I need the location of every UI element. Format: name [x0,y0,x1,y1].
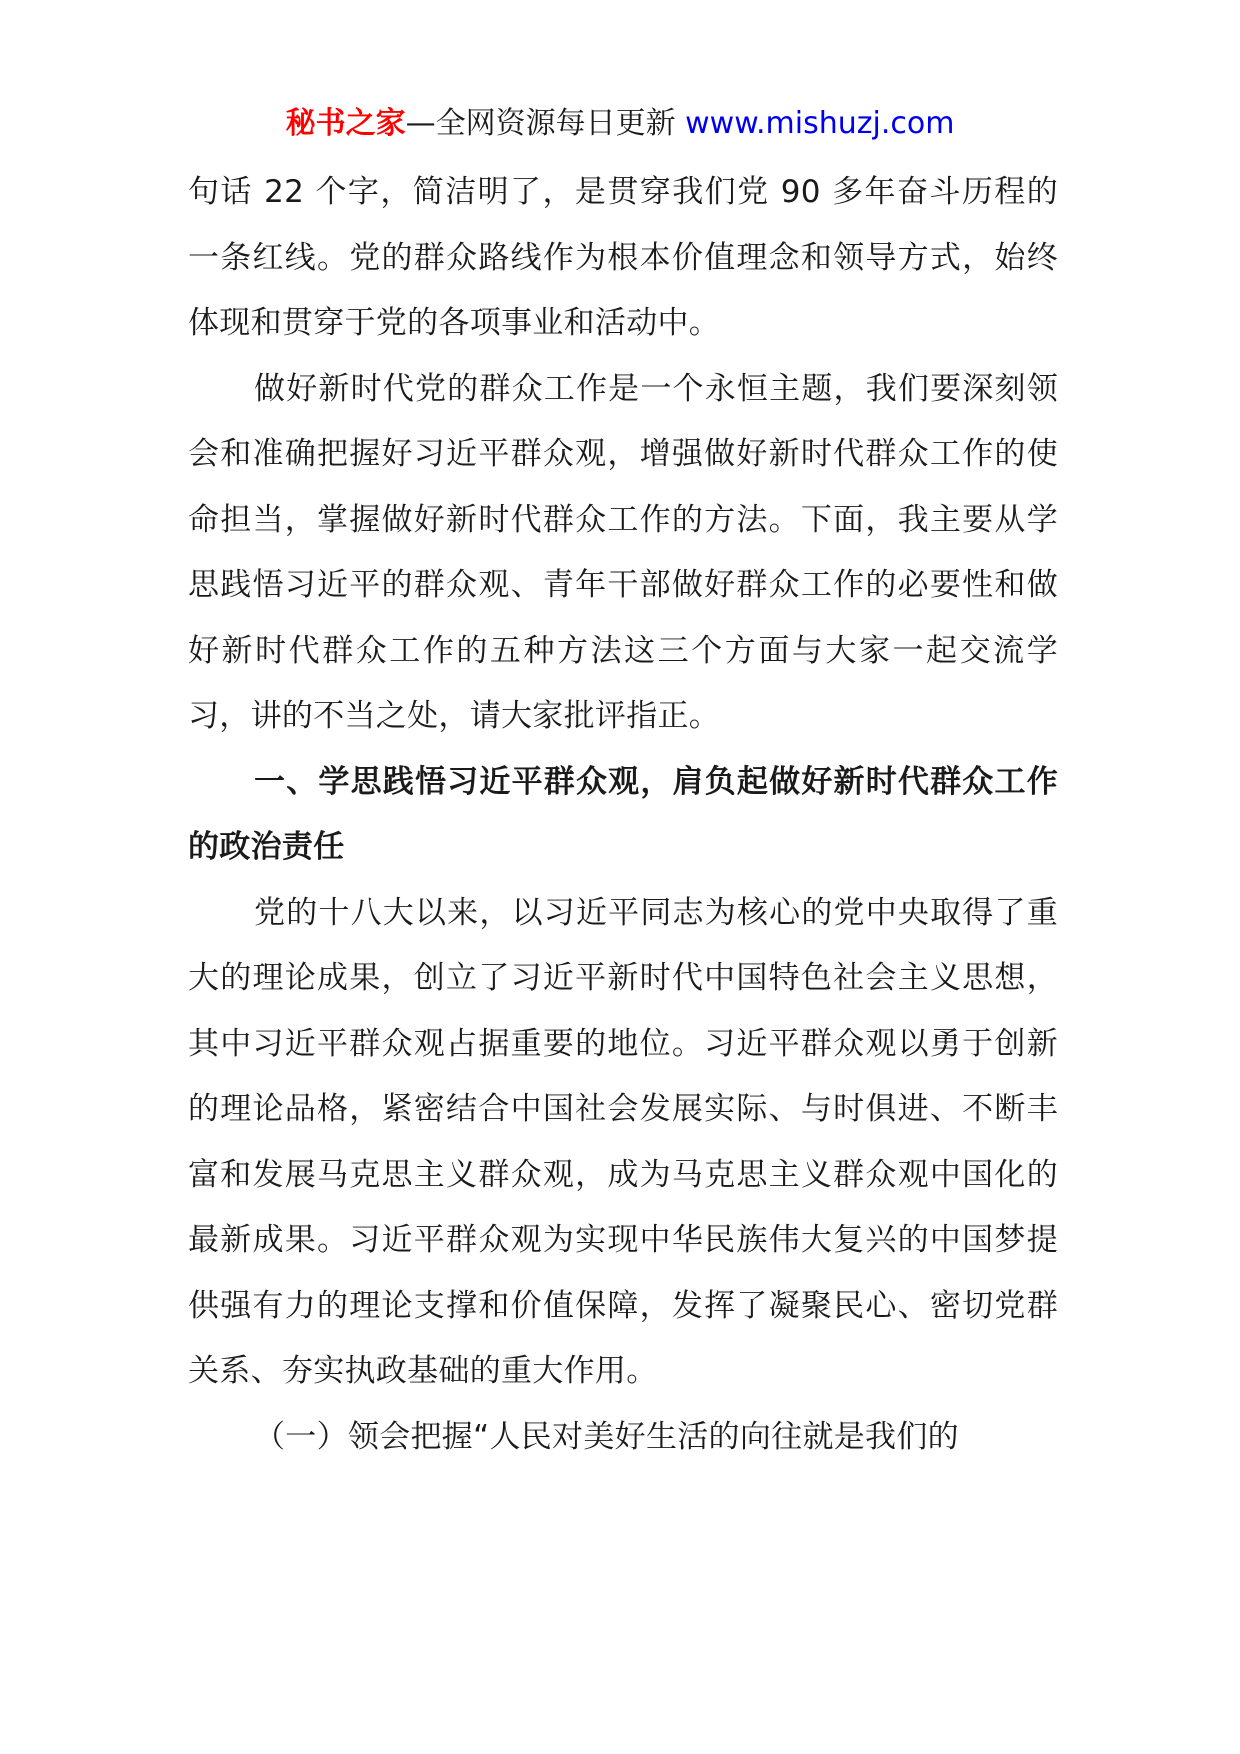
paragraph-section-1: 党的十八大以来，以习近平同志为核心的党中央取得了重大的理论成果，创立了习近平新时代中国特色社会主义思想，其中习近平群众观占据重要的地位。习近平群众观以勇于创新的理论品格，紧密结合中国社会发展实际、与时俱进、不断丰富和发展马克思主义群众观，成为马克思主义群众观中国化的最新成果。习近平群众观为实现中华民族伟大复兴的中国梦提供强有力的理论支撑和价值保障，发挥了凝聚民心、密切党群关系、夯实执政基础的重大作用。 [188,894,1058,1389]
site-slogan: —全网资源每日更新 [405,106,686,141]
site-url-link[interactable]: www.mishuzj.com [685,106,955,141]
subsection-heading-1: （一）领会把握“人民对美好生活的向往就是我们的 [254,1418,959,1455]
paragraph-intro: 做好新时代党的群众工作是一个永恒主题，我们要深刻领会和准确把握好习近平群众观，增强做好新时代群众工作的使命担当，掌握做好新时代群众工作的方法。下面，我主要从学思践悟习近平的群众观、青年干部做好群众工作的必要性和做好新时代群众工作的五种方法这三个方面与大家一起交流学习，讲的不当之处，请大家批评指正。 [188,370,1058,734]
site-header [0,104,1240,144]
document-body [188,160,1058,1470]
paragraph-continuation: 句话 22 个字，简洁明了，是贯穿我们党 90 多年奋斗历程的一条红线。党的群众路线作为根本价值理念和领导方式，始终体现和贯穿于党的各项事业和活动中。 [188,174,1058,341]
brand-name: 秘书之家 [285,106,406,141]
section-heading-1: 一、学思践悟习近平群众观，肩负起做好新时代群众工作的政治责任 [188,763,1058,865]
